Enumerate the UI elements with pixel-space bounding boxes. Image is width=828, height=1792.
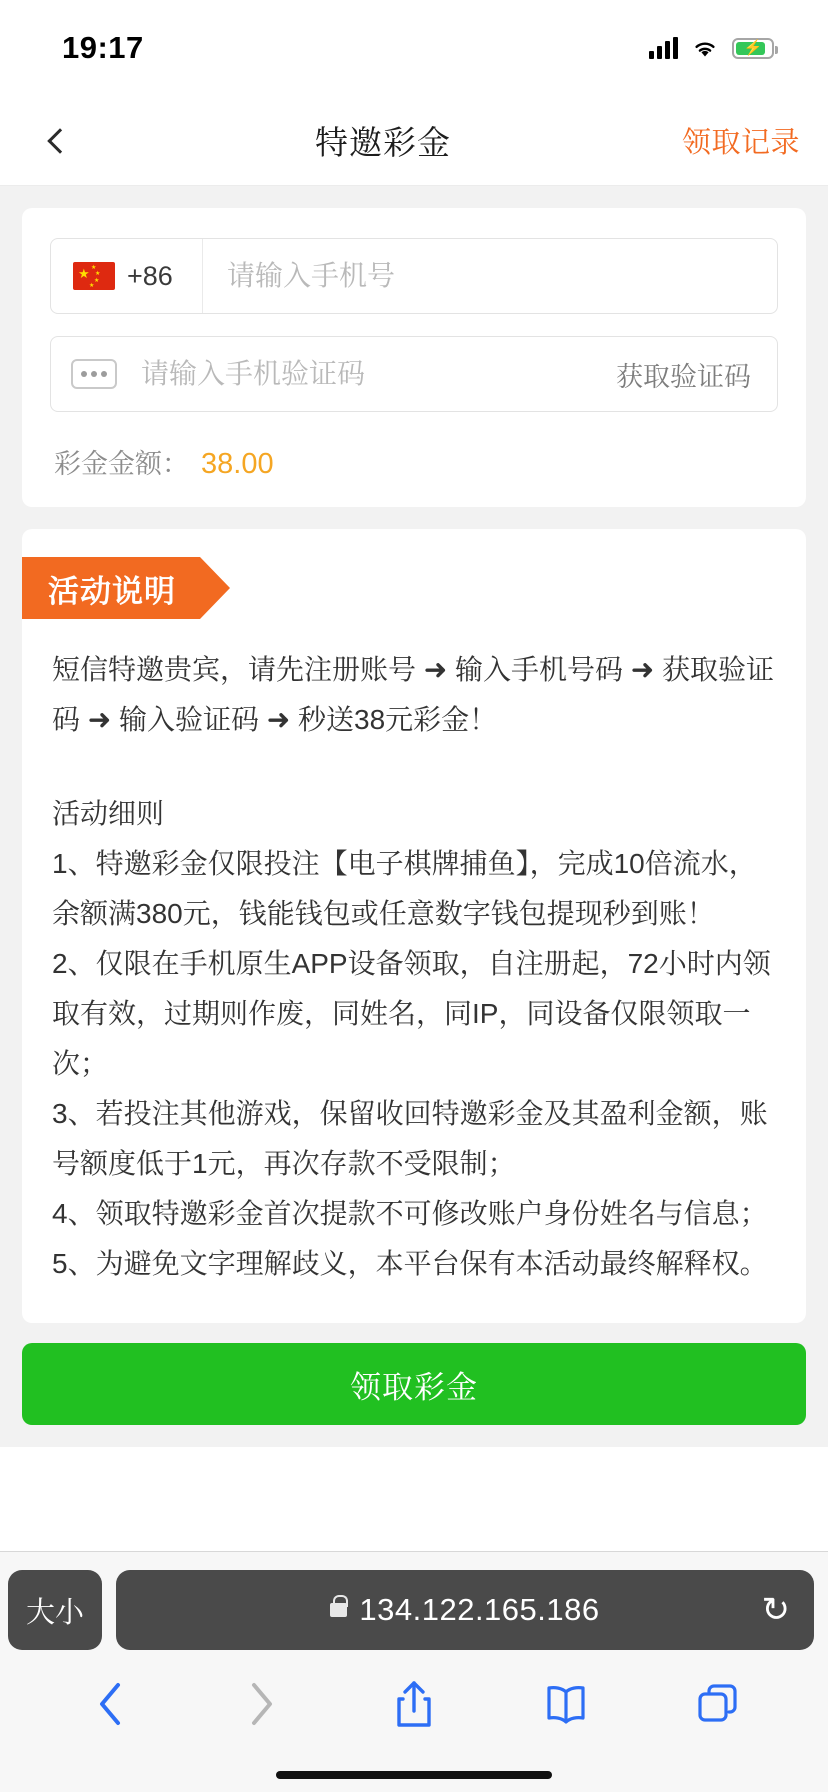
country-code-label: +86: [127, 260, 173, 291]
status-indicators: [649, 37, 774, 59]
status-bar: [0, 0, 828, 96]
country-code-selector[interactable]: [51, 239, 203, 313]
get-code-button[interactable]: 获取验证码: [616, 361, 751, 392]
tabs-button[interactable]: [678, 1669, 758, 1739]
browser-chrome: [0, 1551, 828, 1792]
browser-forward-button[interactable]: [222, 1669, 302, 1739]
browser-toolbar: [0, 1650, 828, 1758]
bonus-amount-label: 彩金金额：: [54, 449, 189, 479]
nav-bar: [0, 96, 828, 186]
reload-icon[interactable]: ↻: [761, 1591, 790, 1629]
sms-code-icon: [71, 359, 117, 389]
rule-item: 1、特邀彩金仅限投注【电子棋牌捕鱼】，完成10倍流水，余额满380元，钱能钱包或任意数字钱包提现秒到账！: [52, 848, 757, 929]
bookmarks-button[interactable]: [526, 1669, 606, 1739]
browser-back-button[interactable]: [70, 1669, 150, 1739]
rules-sub-title: 活动细则: [52, 798, 165, 829]
phone-field-row[interactable]: [50, 238, 778, 314]
url-text: 134.122.165.186: [359, 1592, 600, 1627]
url-row: [0, 1570, 828, 1650]
rules-intro: 短信特邀贵宾，请先注册账号 ➜ 输入手机号码 ➜ 获取验证码 ➜ 输入验证码 ➜ 秒送38元彩金！: [52, 654, 775, 735]
rule-item: 5、为避免文字理解歧义，本平台保有本活动最终解释权。: [52, 1248, 768, 1279]
home-indicator[interactable]: [276, 1771, 552, 1779]
text-size-button[interactable]: 大小: [8, 1570, 102, 1650]
form-card: [22, 208, 806, 507]
cellular-signal-icon: [649, 37, 678, 59]
phone-input[interactable]: [203, 260, 777, 292]
rules-card: [22, 529, 806, 1323]
bonus-amount-row: [50, 442, 778, 481]
verification-code-field-row[interactable]: [50, 336, 778, 412]
chevron-left-icon: [47, 128, 72, 153]
page-content: [0, 186, 828, 1323]
claim-button-area: [0, 1323, 828, 1447]
share-button[interactable]: [374, 1669, 454, 1739]
verification-code-input[interactable]: [117, 358, 616, 390]
wifi-icon: [691, 37, 719, 59]
battery-charging-icon: ⚡: [732, 38, 774, 59]
bonus-amount-value: 38.00: [201, 448, 274, 480]
rule-item: 2、仅限在手机原生APP设备领取，自注册起，72小时内领取有效，过期则作废，同姓名，同IP，同设备仅限领取一次；: [52, 948, 771, 1079]
rule-item: 4、领取特邀彩金首次提款不可修改账户身份姓名与信息；: [52, 1198, 768, 1229]
back-button[interactable]: [30, 114, 84, 168]
rules-body: [22, 619, 806, 1289]
page-title: 特邀彩金: [314, 124, 451, 161]
claim-bonus-button[interactable]: 领取彩金: [22, 1343, 806, 1425]
status-time: 19:17: [62, 30, 144, 65]
china-flag-icon: ★ ★ ★ ★ ★: [73, 262, 115, 290]
rule-item: 3、若投注其他游戏，保留收回特邀彩金及其盈利金额，账号额度低于1元，再次存款不受限制；: [52, 1098, 768, 1179]
lock-icon: [330, 1603, 347, 1617]
home-indicator-area: [0, 1758, 828, 1792]
rules-list: [52, 839, 776, 1289]
claim-records-link[interactable]: 领取记录: [681, 127, 800, 159]
rules-ribbon-title: 活动说明: [22, 557, 200, 619]
address-bar[interactable]: [116, 1570, 814, 1650]
